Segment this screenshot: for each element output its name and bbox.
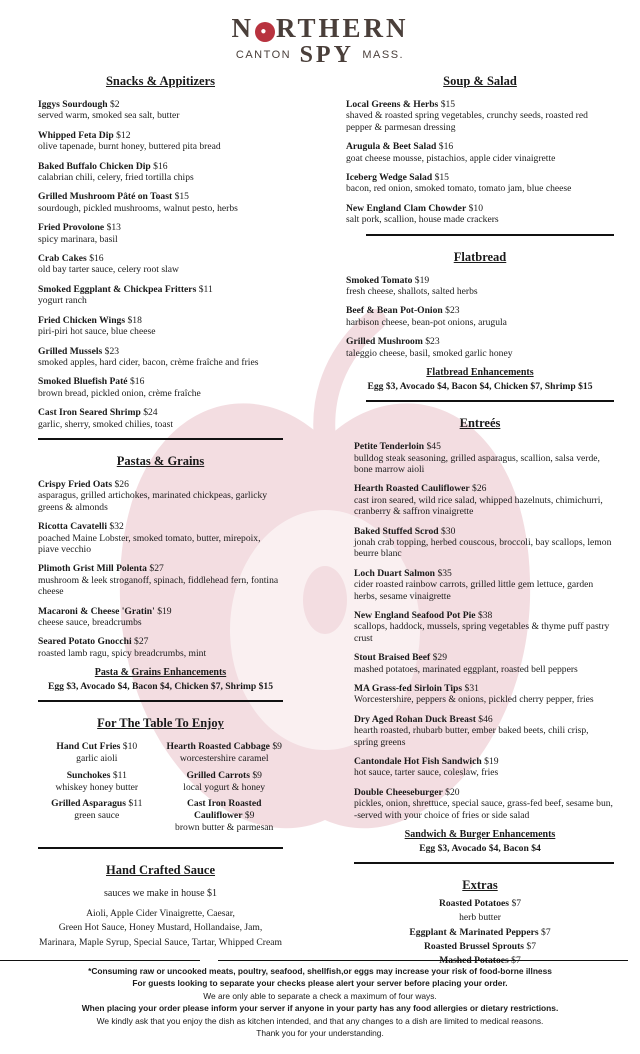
menu-item-description: poached Maine Lobster, smoked tomato, butter, mirepoix, piave vecchio [38,532,261,555]
menu-item-line [38,407,283,418]
menu-item-name: Whipped Feta Dip [38,129,114,141]
menu-item-name: New England Seafood Pot Pie [354,609,476,621]
menu-item [354,526,614,560]
menu-item-description: sourdough, pickled mushrooms, walnut pesto, herbs [38,202,238,214]
entrees-list [346,441,614,810]
menu-item-line [354,568,614,579]
menu-item [38,191,283,214]
side-item-line [38,770,156,782]
menu-item-line [38,284,283,295]
extra-item-price: $7 [511,898,522,910]
menu-item-description: bulldog steak seasoning, grilled asparagus, scallion, salsa verde, bone marrow aioli [354,452,600,475]
menu-item-name: Double Cheeseburger [354,786,443,798]
menu-item [38,606,283,629]
soup-list [346,99,614,226]
divider [38,847,283,849]
menu-item-price: $12 [116,129,131,141]
side-item-description: brown butter & parmesan [175,822,274,834]
menu-item-name: Seared Potato Gnocchi [38,636,132,648]
menu-item-line [38,563,283,574]
menu-item [38,222,283,245]
menu-item-line [346,275,614,286]
menu-item-line [346,305,614,316]
footer-divider [0,960,200,961]
side-item-description: green sauce [74,810,120,822]
menu-item-description: hearth roasted, rhubarb butter, ember baked beets, chili crisp, spring greens [354,725,589,748]
menu-item-price: $38 [477,609,493,621]
menu-item-price: $23 [104,345,120,357]
footer-notice [0,965,640,1039]
logo-letter: N [231,13,254,43]
menu-item-line [346,99,614,110]
side-item-description: whiskey honey butter [55,781,139,793]
menu-item [38,315,283,338]
side-item-price: $9 [272,741,282,753]
side-item-price: $10 [122,741,138,753]
side-item-price: $9 [252,769,262,781]
menu-item-price: $26 [472,483,487,495]
side-item-line [165,741,283,753]
burger-enhancements-text: Egg $3, Avocado $4, Bacon $4 [419,843,541,855]
menu-item-line [354,787,614,798]
menu-item-description: bacon, red onion, smoked tomato, tomato jam, blue cheese [346,183,572,195]
menu-item [354,756,614,779]
menu-item [38,284,283,307]
menu-item-line [346,172,614,183]
sauce-list [38,907,283,951]
table-grid [38,741,283,838]
flatbread-enhancements-text: Egg $3, Avocado $4, Bacon $4, Chicken $7, Shrimp $15 [367,381,593,393]
menu-item-price: $26 [114,478,129,490]
flatbread-list [346,275,614,359]
menu-item-name: Crab Cakes [38,253,87,265]
snacks-title: Snacks & Appitizers [105,74,216,88]
menu-item-name: Crispy Fried Oats [38,478,113,490]
menu-item-price: $19 [484,756,499,768]
sauce-line: Green Hot Sauce, Honey Mustard, Hollandaise, Jam, [58,922,263,934]
burger-note: -served with your choice of fries or side salad [354,809,530,821]
menu-item-name: Fried Provolone [38,222,105,234]
menu-item-line [38,161,283,172]
menu-item [38,376,283,399]
menu-item-name: Dry Aged Rohan Duck Breast [354,713,476,725]
menu-item-description: cider roasted rainbow carrots, grilled little gem lettuce, garden herbs, sesame vinaigrette [354,579,594,602]
menu-item [38,407,283,430]
sauce-title: Hand Crafted Sauce [105,862,216,877]
extra-item-name: Roasted Potatoes [438,898,510,910]
menu-item-name: New England Clam Chowder [346,202,467,214]
side-item-name: Grilled Carrots [186,769,250,781]
menu-item-price: $45 [426,441,441,453]
menu-item-line [38,253,283,264]
menu-item-name: Grilled Mushroom [346,336,423,348]
menu-item-price: $32 [109,521,124,533]
logo-state: MASS. [362,49,405,61]
table-title: For The Table To Enjoy [97,716,224,731]
menu-item-price: $16 [89,253,104,265]
menu-item-description: mashed potatoes, marinated eggplant, roasted bell peppers [354,663,578,675]
menu-item [346,203,614,226]
menu-item-line [38,99,283,110]
menu-item [354,714,614,748]
menu-item-name: Iggys Sourdough [38,99,108,110]
menu-item-description: taleggio cheese, basil, smoked garlic honey [346,347,513,359]
menu-item-description: hot sauce, tarter sauce, coleslaw, fries [354,767,499,779]
pastas-list [38,479,283,659]
menu-item-line [38,521,283,532]
menu-item-line [38,346,283,357]
menu-item-description: olive tapenade, burnt honey, buttered pita bread [38,141,221,153]
menu-item-name: Grilled Mussels [38,345,103,357]
side-item-name: Grilled Asparagus [51,798,127,810]
menu-item-description: cast iron seared, wild rice salad, whipped hazelnuts, chimichurri, cranberry & saffron vinaigrette [354,494,603,518]
side-item-name: Hearth Roasted Cabbage [166,741,270,753]
menu-item-name: Baked Buffalo Chicken Dip [38,160,151,172]
menu-item-name: Plimoth Grist Mill Polenta [38,563,147,575]
side-item-price: $11 [128,798,143,810]
side-item-line [38,741,156,753]
menu-item-name: Stout Braised Beef [354,652,431,664]
restaurant-logo [0,0,640,74]
menu-item-name: Petite Tenderloin [354,441,425,453]
menu-item-price: $30 [441,525,456,537]
side-item-line [165,798,283,822]
menu-item-name: Baked Stuffed Scrod [354,525,439,537]
menu-item-name: Cast Iron Seared Shrimp [38,407,141,419]
divider [38,700,283,702]
menu-item-price: $13 [106,222,121,234]
menu-item-description: piri-piri hot sauce, blue cheese [38,326,156,338]
menu-item-line [38,479,283,490]
menu-item [38,99,283,122]
menu-item-name: Hearth Roasted Cauliflower [354,483,470,495]
extra-item-price: $7 [526,940,537,952]
menu-item-price: $23 [445,305,460,317]
menu-item-name: Arugula & Beet Salad [346,141,437,153]
menu-item-name: Cantondale Hot Fish Sandwich [354,756,482,768]
menu-item-name: Fried Chicken Wings [38,314,126,326]
extra-item-line [346,897,614,911]
menu-item-line [346,336,614,347]
entrees-title: Entreés [459,416,501,431]
logo-town: CANTON [235,49,292,61]
side-item-line [165,770,283,782]
menu-item-line [38,130,283,141]
menu-item [354,610,614,644]
menu-item-name: Smoked Bluefish Paté [38,376,128,388]
menu-item [346,275,614,298]
menu-item-price: $16 [438,141,454,153]
menu-item-description: pickles, onion, shrettuce, special sauce, grass-fed beef, sesame bun, [354,798,613,810]
menu-item [346,336,614,359]
menu-item-price: $20 [445,786,460,798]
apple-icon: ● [255,22,275,42]
logo-spy: SPY [299,42,354,68]
menu-item-price: $27 [134,636,149,648]
side-item-description: worcestershire caramel [179,753,269,765]
menu-item-line [354,714,614,725]
menu-item [346,141,614,164]
menu-item-price: $19 [414,274,430,286]
soup-title: Soup & Salad [443,74,517,88]
menu-item [38,563,283,597]
menu-item-description: spicy marinara, basil [38,233,118,245]
pasta-enhancements-title: Pasta & Grains Enhancements [94,667,227,679]
side-item-description: garlic aioli [76,753,118,765]
menu-item-line [346,203,614,214]
menu-item-price: $16 [129,376,145,388]
divider [354,862,614,864]
menu-item-line [38,606,283,617]
menu-item-price: $15 [440,99,456,110]
menu-item-description: cheese sauce, breadcrumbs [38,617,142,628]
table-left-column [38,741,156,838]
menu-item [38,479,283,513]
menu-item-description: smoked apples, hard cider, bacon, crème fraîche and fries [38,356,259,368]
menu-item-description: jonah crab topping, herbed couscous, broccoli, bay scallops, lemon beurre blanc [354,536,612,560]
menu-item [354,568,614,602]
menu-item [354,683,614,706]
menu-item-name: Loch Duart Salmon [354,567,436,579]
menu-item-price: $11 [198,283,213,295]
menu-item-description: served warm, smoked sea salt, butter [38,110,180,122]
menu-item-description: Worcestershire, peppers & onions, pickled cherry pepper, fries [354,694,594,706]
menu-item-line [38,636,283,647]
side-item-description: local yogurt & honey [183,781,266,793]
menu-item-price: $16 [153,160,168,172]
menu-item-name: Beef & Bean Pot-Onion [346,305,443,317]
menu-item-description: brown bread, pickled onion, crème fraîche [38,387,201,399]
menu-item-name: Smoked Tomato [346,274,413,286]
menu-item-name: Smoked Eggplant & Chickpea Fritters [38,283,197,295]
menu-item-description: yogurt ranch [38,295,87,307]
menu-item-price: $27 [149,563,164,575]
footer-line: For guests looking to separate your checks please alert your server before placing your order. [132,978,508,989]
menu-item-price: $18 [127,314,142,326]
menu-item-name: Grilled Mushroom Pâté on Toast [38,191,173,203]
menu-item-price: $10 [468,202,483,214]
footer-line: *Consuming raw or uncooked meats, poultry, seafood, shellfish,or eggs may increase your risk of food-borne illness [88,966,552,976]
menu-item [38,161,283,184]
menu-item-price: $2 [110,99,120,110]
footer-line: We are only able to separate a check a maximum of four ways. [203,990,437,1001]
menu-item [38,253,283,276]
pastas-title: Pastas & Grains [116,453,205,468]
menu-item-name: Macaroni & Cheese 'Gratin' [38,605,155,617]
menu-item-price: $23 [425,336,440,348]
divider [366,234,614,236]
snacks-list [38,99,283,430]
footer-line: When placing your order please inform your server if anyone in your party has any food allergies or dietary restrictions. [81,1003,559,1014]
burger-enhancements-title: Sandwich & Burger Enhancements [404,829,556,841]
menu-item [354,787,614,810]
menu-item-price: $31 [464,683,479,694]
menu-item-line [354,756,614,767]
menu-item-name: Ricotta Cavatelli [38,521,108,533]
extra-item-name: Roasted Brussel Sprouts [423,940,525,952]
menu-item-line [354,483,614,494]
menu-item-line [38,222,283,233]
footer-line: Thank you for your understanding. [256,1028,384,1039]
extras-list [346,897,614,968]
side-item-name: Cast Iron Roasted Cauliflower [186,798,262,822]
logo-word: RTHERN [275,13,409,43]
menu-item-description: calabrian chili, celery, fried tortilla chips [38,172,194,184]
menu-item-price: $19 [157,605,172,617]
menu-item-description: shaved & roasted spring vegetables, crunchy seeds, roasted red pepper & parmesan dressing [346,110,588,133]
menu-item-description: fresh cheese, shallots, salted herbs [346,286,478,298]
menu-item-price: $15 [174,191,189,203]
menu-item-line [354,683,614,694]
menu-item-description: goat cheese mousse, pistachios, apple cider vinaigrette [346,152,556,164]
extra-item-price: $7 [541,926,551,938]
menu-item-line [38,191,283,202]
menu-item [354,441,614,475]
extra-item-name: Mashed Potatoes [439,955,509,967]
menu-item-price: $24 [143,407,158,419]
menu-item-description: old bay tarter sauce, celery root slaw [38,264,179,276]
menu-item-line [354,652,614,663]
menu-item-name: Iceberg Wedge Salad [346,172,433,184]
sauce-line: Marinara, Maple Syrup, Special Sauce, Tartar, Whipped Cream [39,936,282,948]
menu-item-line [354,526,614,537]
menu-item [354,652,614,675]
flatbread-title: Flatbread [453,249,507,264]
menu-item-description: scallops, haddock, mussels, spring vegetables & thyme puff pastry crust [354,621,610,644]
right-column [346,72,614,969]
menu-item [38,636,283,659]
side-item-price: $9 [244,810,255,822]
extra-item-line [346,940,614,954]
sauce-subtitle: sauces we make in house $1 [103,887,218,899]
side-item-name: Hand Cut Fries [56,741,121,753]
footer-divider [218,960,628,961]
extra-item-line [346,926,614,940]
menu-item [38,521,283,555]
menu-item-line [38,376,283,387]
menu-item-line [354,610,614,621]
menu-item-name: MA Grass-fed Sirloin Tips [354,683,463,694]
menu-item-line [346,141,614,152]
divider [38,438,283,440]
extras-title: Extras [462,878,498,893]
flatbread-enhancements-title: Flatbread Enhancements [426,367,534,379]
menu-item-description: roasted lamb ragu, spicy breadcrumbs, mint [38,647,207,659]
menu-item [346,99,614,133]
menu-item [38,346,283,369]
divider [366,400,614,402]
pasta-enhancements-text: Egg $3, Avocado $4, Bacon $4, Chicken $7, Shrimp $15 [47,681,274,693]
extra-item-name: Eggplant & Marinated Peppers [409,926,539,938]
menu-item-price: $29 [432,652,448,664]
menu-item-price: $15 [434,172,449,184]
side-item-price: $11 [112,769,127,781]
footer-line: We kindly ask that you enjoy the dish as kitchen intended, and that any changes to a dish are limited to medical reasons. [96,1015,544,1026]
sauce-line: Aioli, Apple Cider Vinaigrette, Caesar, [86,907,235,919]
menu-item-name: Local Greens & Herbs [346,99,439,110]
left-column [38,72,283,950]
extra-item-description: herb butter [459,912,501,924]
menu-item-price: $35 [437,567,452,579]
menu-item-line [354,441,614,452]
menu-item-line [38,315,283,326]
menu-item-description: garlic, sherry, smoked chilies, toast [38,418,173,430]
menu-item-description: harbison cheese, bean-pot onions, arugula [346,316,507,328]
menu-item-description: asparagus, grilled artichokes, marinated chickpeas, garlicky greens & almonds [38,490,268,513]
menu-item [346,305,614,328]
menu-item [354,483,614,517]
extra-item-price: $7 [511,955,521,967]
table-right-column [165,741,283,838]
side-item-name: Sunchokes [66,769,111,781]
side-item-line [38,798,156,810]
menu-item-description: salt pork, scallion, house made crackers [346,214,499,226]
menu-item [38,130,283,153]
menu-item [346,172,614,195]
menu-item-description: mushroom & leek stroganoff, spinach, fiddlehead fern, fontina cheese [38,574,279,598]
menu-item-price: $46 [478,713,493,725]
